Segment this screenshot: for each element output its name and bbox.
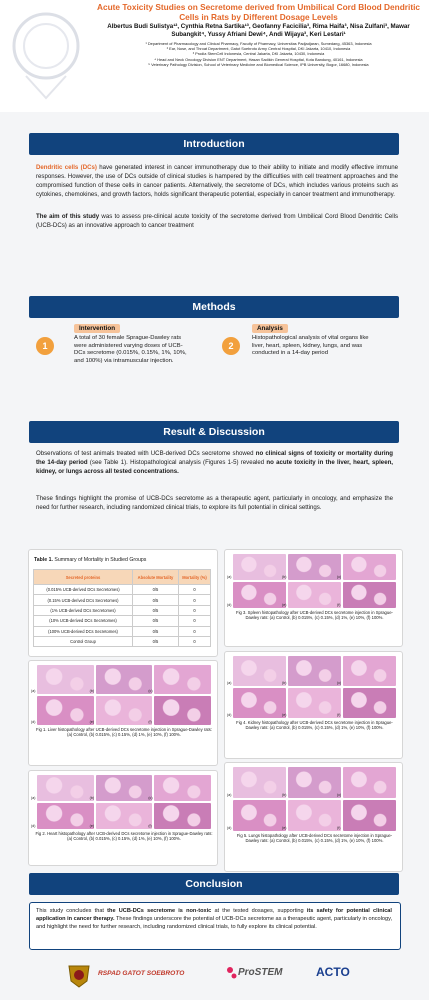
panel-label: (f) [148,720,152,724]
university-logo-icon [66,963,92,989]
histology-image [37,803,94,829]
histology-image [343,582,396,608]
panel-label: (f) [337,603,341,607]
table-row [34,595,211,605]
panel-label: (e) [282,713,287,717]
hospital-logo-text: RSPAD GATOT SOEBROTO [98,970,185,977]
histology-image [233,800,286,831]
table-row [34,616,211,626]
table-row [34,636,211,646]
affiliation-5: ⁵ Veterinary Pathology Division, School of Veterinary Medicine and Biomedical Science, IPB University, Bogor, 16680, Indonesia [148,61,369,67]
conclusion-paragraph [36,907,392,932]
histology-image [96,665,153,694]
intro-body: have generated interest in cancer immunotherapy due to their ability to initiate and modify effective immune responses. However, the use of DCs outside of clinical studies is hampered by the difficulties with cell treatment approaches and the compromised function of these cells in cancer patients. Alternatively, the secretome of DCs, which includes various proteins such as cytokines, chemokines, and growth factors, holds significant therapeutic potential, especially in cancer treatment and immunotherapy. [36,164,398,199]
panel-label: (d) [227,713,232,717]
panel-label: (d) [31,720,36,724]
intervention-label: Intervention [74,324,120,333]
results-text-c: (see Table 1). Histopathological analysis (Figures 1-5) revealed [87,459,267,467]
panel-label: (f) [337,713,341,717]
histology-image [154,696,211,725]
histology-image [288,582,341,608]
table-cell: (10% UCB-derived DCs Secretomes) [34,616,133,626]
author-list: Albertus Budi Sulistya¹², Cynthia Retna Sartika¹³, Geofanny Facicilia³, Rima Haifa³, Nisa Zulfani³, Mawar Subangkit⁴, Yussy Afriani Dewi⁴, Andi Wijaya³, Keri Lestari¹ [107,23,410,39]
panel-label: (c) [148,689,153,693]
table-cell: Control Group [34,636,133,646]
results-heading: Result & Discussion [29,421,399,443]
affiliations [92,41,425,67]
histology-image [37,665,94,694]
panel-label: (c) [337,793,342,797]
table-cell: 0 [178,636,210,646]
aim-body: was to assess pre-clinical acute toxicity of the secretome derived from Umbilical Cord Blood Dendritic Cells (UCB-DCs) as an innovative approach to cancer treatment [36,213,398,230]
fig2-caption: Fig 2. Heart histopathology after UCB-derived DCs secretome injection in Sprague-Dawley rats: (a) Control, (b) 0.015%, (c) 0.15%, (d) 1%, (e) 10%, (f) 100%. [35,831,213,842]
histology-image [233,656,286,686]
histology-image [154,803,211,829]
histology-image [96,696,153,725]
table-cell: 0 [178,616,210,626]
histology-image [343,767,396,798]
introduction-paragraph [36,163,398,199]
histology-image [96,803,153,829]
panel-label: (b) [89,689,95,693]
institution-emblem-icon [6,6,86,102]
table-header: Secreted proteins [34,570,133,585]
conclusion-heading: Conclusion [29,873,399,895]
fig1-panel [28,660,218,766]
panel-label: (e) [89,824,95,828]
table-caption-label: Table 1. [34,557,53,563]
aim-paragraph [36,212,398,230]
panel-label: (a) [31,796,36,800]
table-cell: 0/5 [133,626,179,636]
histology-image [233,688,286,718]
histology-image [288,800,341,831]
fig2-panel [28,770,218,866]
results-text-a: Observations of test animals treated with UCB-derived DCs secretome showed [36,450,256,457]
analysis-text: Histopathological analysis of vital organs like liver, heart, spleen, kidney, lungs, and was conducted in a 14-day period [252,335,369,357]
methods-heading: Methods [29,296,399,318]
panel-label: (b) [282,575,287,579]
table-cell: 0 [178,595,210,605]
panel-label: (b) [282,793,287,797]
results-text-b: no clinical signs of toxicity or mortality during the 14-day period [36,450,393,467]
aim-label: The aim of this study [36,213,100,220]
table-cell: (0.15% UCB-derived DCs Secretomes) [34,595,133,605]
panel-label: (e) [282,826,287,830]
prostem-logo-text: ProSTEM [238,967,283,978]
prostem-dot-icon [226,966,238,980]
table-cell: 0 [178,605,210,615]
histology-image [37,696,94,725]
fig1-caption: Fig 1. Liver histopathology after UCB-derived DCs secretome injection in Sprague-Dawley rats: (a) Control, (b) 0.015%, (c) 0.15%, (d) 1%, (e) 10%, (f) 100%. [36,727,212,738]
conclusion-text-d: its safety for potential clinical application in cancer therapy. [36,908,392,923]
fig5-caption: Fig 5. Lungs histopathology after UCB-derived DCs secretome injection in Sprague-Dawley rats: (a) Control, (b) 0.015%, (c) 0.15%, (d) 1%, (e) 10%, (f) 100%. [236,833,393,844]
fig3-caption: Fig 3. Spleen histopathology after UCB-derived DCs secretome injection in Sprague-Dawley rats: (a) Control, (b) 0.015%, (c) 0.15%, (d) 1%, (e) 10%, (f) 100%. [236,610,393,621]
conclusion-text-a: This study concludes that [36,908,108,914]
table-cell: 0/5 [133,595,179,605]
panel-label: (d) [227,603,232,607]
table-header: Absolute Mortality [133,570,179,585]
table-cell: 0/5 [133,585,179,595]
panel-label: (a) [31,689,36,693]
histology-image [154,665,211,694]
table-row [34,585,211,595]
table-cell: (1% UCB-derived DCs Secretomes) [34,605,133,615]
acto-logo-text: ACTO [316,965,350,979]
panel-label: (b) [89,796,95,800]
results-text-d: no acute toxicity in the liver, heart, spleen, kidney, or lungs across all tested concentrations. [36,459,393,476]
histology-image [343,688,396,718]
panel-label: (c) [148,796,153,800]
panel-label: (e) [89,720,95,724]
affiliation-1: ¹ Department of Pharmacology and Clinical Pharmacy, Faculty of Pharmacy, Universitas Padjadjaran, Sumedang, 45363, Indonesia [145,41,372,46]
panel-label: (d) [227,826,232,830]
table-caption-text: Summary of Mortality in Studied Groups [52,557,147,563]
poster-title: Acute Toxicity Studies on Secretome derived from Umbilical Cord Blood Dendritic Cells in Rats by Different Dosage Levels [96,2,421,22]
affiliation-4: ⁴ Head and Neck Oncology Division ENT Department, Hasan Sadikin General Hospital, Kota Bandung, 40161, Indonesia [154,56,363,62]
panel-label: (a) [227,793,232,797]
table-cell: 0 [178,585,210,595]
panel-label: (a) [227,575,232,579]
panel-label: (c) [337,575,342,579]
dcs-highlight: Dendritic cells (DCs) [36,164,97,171]
histology-image [288,767,341,798]
panel-label: (e) [282,603,287,607]
step-2-badge: 2 [222,337,240,355]
fig3-panel [224,549,403,647]
histology-image [343,800,396,831]
step-1-badge: 1 [36,337,54,355]
table-header: Mortality (%) [178,570,210,585]
histology-image [233,582,286,608]
table-row [34,626,211,636]
conclusion-text-e: These findings underscore the potential of UCB-DCs secretome as a therapeutic agent, particularly in oncology, and highlight the need for further research, including randomized clinical trials, to fully explore its clinical potential. [36,916,392,931]
histology-image [37,775,94,801]
table-cell: (0.015% UCB-derived DCs Secretomes) [34,585,133,595]
panel-label: (f) [337,826,341,830]
table-cell: 0 [178,626,210,636]
panel-label: (b) [282,681,287,685]
table-cell: 0/5 [133,605,179,615]
panel-label: (d) [31,824,36,828]
analysis-label: Analysis [252,324,288,333]
table-cell: 0/5 [133,616,179,626]
intervention-text: A total of 30 female Sprague-Dawley rats were administered varying doses of UCB-DCs secretome (0.015%, 0.15%, 1%, 10%, and 100%) via intramuscular injection. [74,335,187,365]
mortality-table [33,569,211,647]
histology-image [233,767,286,798]
histology-image [288,656,341,686]
panel-label: (c) [337,681,342,685]
results-paragraph-1 [36,449,393,477]
table-row [34,605,211,615]
table-caption [34,557,146,563]
affiliation-2: ² Ear, Nose, and Throat Department, Gatot Soebroto Army Central Hospital, DKI Jakarta, 10410, Indonesia [166,46,351,52]
introduction-heading: Introduction [29,133,399,155]
fig4-panel [224,651,403,759]
table-cell: (100% UCB-derived DCs Secretomes) [34,626,133,636]
histology-image [343,656,396,686]
table-header-row [34,570,211,585]
fig4-caption: Fig 4. Kidney histopathology after UCB-derived DCs secretome injection in Sprague-Dawley rats: (a) Control, (b) 0.015%, (c) 0.15%, (d) 1%, (e) 10%, (f) 100%. [236,720,393,731]
results-paragraph-2: These findings highlight the promise of UCB-DCs secretome as a therapeutic agent, particularly in oncology, and emphasize the need for further research, including randomized clinical trials, to explore its full potential in clinical settings. [36,495,393,512]
histology-image [288,688,341,718]
histology-image [288,554,341,580]
fig5-panel [224,762,403,872]
affiliation-3: ³ Prodia StemCell Indonesia, Central Jakarta, DKI Jakarta, 10430, Indonesia [192,51,325,57]
histology-image [233,554,286,580]
histology-image [343,554,396,580]
conclusion-text-c: at the tested dosages, supporting [211,908,307,914]
histology-image [96,775,153,801]
conclusion-text-b: the UCB-DCs secretome is non-toxic [107,908,212,914]
panel-label: (a) [227,681,232,685]
table-cell: 0/5 [133,636,179,646]
panel-label: (f) [148,824,152,828]
histology-image [154,775,211,801]
